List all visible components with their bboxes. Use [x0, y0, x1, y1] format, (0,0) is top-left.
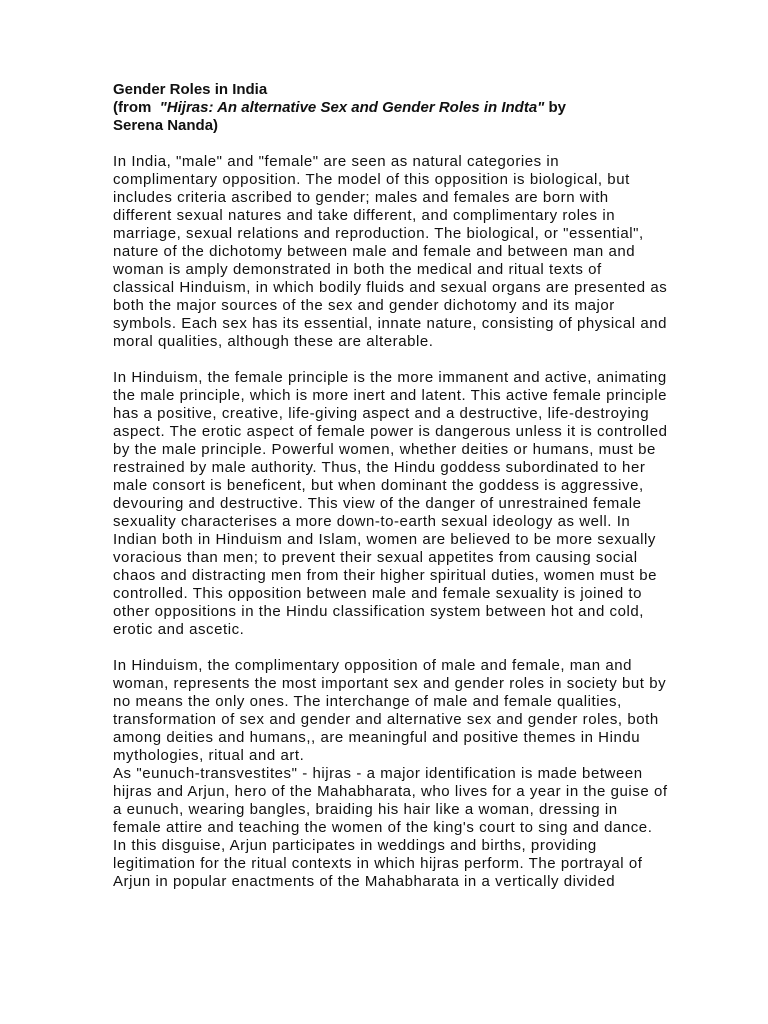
source-citation: (from "Hijras: An alternative Sex and Gender Roles in Indta" by [113, 99, 566, 116]
paragraph-3: In Hinduism, the complimentary opposition of male and female, man and woman, represents the most important sex and gender roles in society but by no means the only ones. The interchange of male and female qualities, transformation of sex and gender and alternative sex and gender roles, both among deities and humans,, are meaningful and positive themes in Hindu mythologies, ritual and art. [113, 657, 667, 764]
document-title: Gender Roles in India [113, 81, 268, 98]
paragraph-2: In Hinduism, the female principle is the more immanent and active, animating the male principle, which is more inert and latent. This active female principle has a positive, creative, life-giving aspect and a destructive, life-destroying aspect. The erotic aspect of female power is dangerous unless it is controlled by the male principle. Powerful women, whether deities or humans, must be restrained by male authority. Thus, the Hindu goddess subordinated to her male consort is beneficent, but when dominant the goddess is aggressive, devouring and destructive. This view of the danger of unrestrained female sexuality characterises a more down-to-earth sexual ideology as well. In Indian both in Hinduism and Islam, women are believed to be more sexually voracious than men; to prevent their sexual appetites from causing social chaos and distracting men from their higher spiritual duties, women must be controlled. This opposition between male and female sexuality is joined to other oppositions in the Hindu classification system between hot and cold, erotic and ascetic. [113, 369, 668, 638]
paragraph-1: In India, "male" and "female" are seen as natural categories in complimentary opposition. The model of this opposition is biological, but includes criteria ascribed to gender; males and females are born with different sexual natures and take different, and complimentary roles in marriage, sexual relations and reproduction. The biological, or "essential", nature of the dichotomy between male and female and between man and woman is amply demonstrated in both the medical and ritual texts of classical Hinduism, in which bodily fluids and sexual organs are presented as both the major sources of the sex and gender dichotomy and its major symbols. Each sex has its essential, innate nature, consisting of physical and moral qualities, although these are alterable. [113, 153, 668, 350]
paragraph-4: As "eunuch-transvestites" - hijras - a major identification is made between hijras and Arjun, hero of the Mahabharata, who lives for a year in the guise of a eunuch, wearing bangles, braiding his hair like a woman, dressing in female attire and teaching the women of the king's court to sing and dance. In this disguise, Arjun participates in weddings and births, providing legitimation for the ritual contexts in which hijras perform. The portrayal of Arjun in popular enactments of the Mahabharata in a vertically divided [113, 765, 668, 890]
author-line: Serena Nanda) [113, 117, 219, 134]
source-book-title: "Hijras: An alternative Sex and Gender Roles in Indta" [159, 99, 545, 116]
